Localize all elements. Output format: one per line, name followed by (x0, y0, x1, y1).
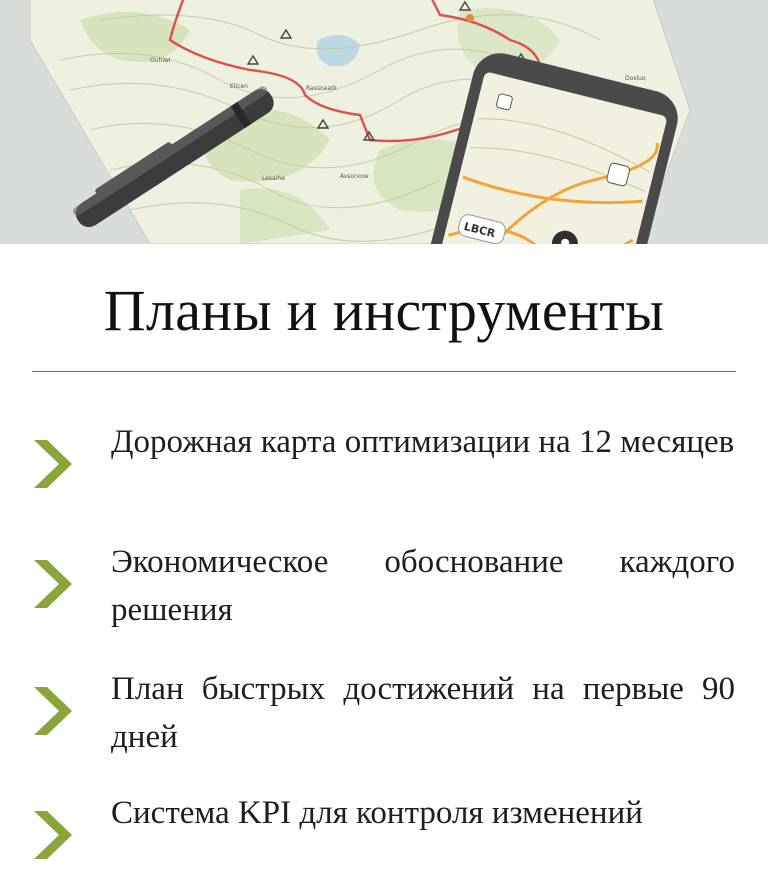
chevron-right-icon (30, 803, 76, 867)
list-item-text: Экономическое обоснование каждого решения (111, 544, 735, 628)
list-item-text: Дорожная карта оптимизации на 12 месяцев (111, 424, 735, 460)
list-item-text: Система KPI для контроля изменений (111, 795, 643, 831)
svg-text:Rassoaatk: Rassoaatk (306, 85, 337, 92)
svg-text:Dosluo: Dosluo (625, 75, 646, 82)
chevron-right-icon (30, 432, 76, 496)
chevron-right-icon (30, 679, 76, 743)
svg-text:Lesaihe: Lesaihe (262, 175, 285, 182)
page-title: Планы и инструменты (103, 278, 665, 343)
svg-text:LBCR: LBCR (462, 219, 497, 241)
svg-text:Avsorvow: Avsorvow (340, 173, 369, 180)
svg-text:Ouhiwi: Ouhiwi (150, 57, 171, 64)
map-illustration (0, 0, 768, 244)
hero-image (0, 0, 768, 244)
svg-text:Elicen: Elicen (230, 83, 248, 90)
chevron-right-icon (30, 552, 76, 616)
list-item-text: План быстрых достижений на первые 90 дней (111, 671, 735, 755)
title-divider (32, 371, 736, 372)
